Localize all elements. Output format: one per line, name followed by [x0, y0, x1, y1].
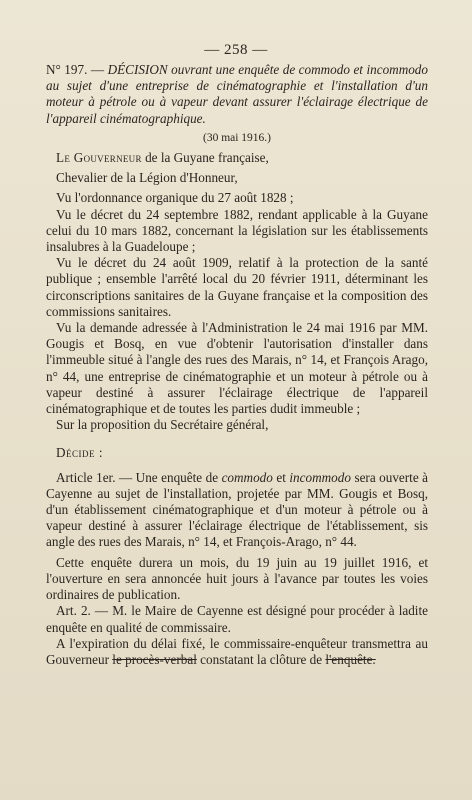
decision-date: (30 mai 1916.) [202, 131, 272, 144]
decision-number: N° 197. — [46, 62, 105, 77]
article-1-et: et [276, 469, 286, 485]
closing-struck-2: l'enquête. [325, 651, 376, 667]
consideration-5: Sur la proposition du Secrétaire général, [56, 417, 269, 433]
article-1-lead: Article 1er. — Une enquête de [56, 469, 219, 485]
closing-text: A l'expiration du délai fixé, le commissaire-enquêteur transmettra au Gouverneur [46, 635, 428, 667]
decide-label: Décide : [56, 445, 103, 461]
article-1-rest: sera ouverte à Cayenne au sujet de l'installation, projetée par MM. Gougis et Bosq, d'un établissement cinématographique et d'un moteur à pétrole ou à vapeur destiné à assurer l'éclairage électrique de l'établissement, sis angle des rues des Marais, n° 14, et François-Arago, n° 44. [46, 469, 429, 550]
document-body [46, 62, 428, 668]
governor-label: Le Gouverneur [56, 150, 142, 166]
decision-title: ouvrant une enquête de commodo et incommodo au sujet d'une entreprise de cinématographie et l'installation d'un moteur à pétrole ou à vapeur devant assurer l'éclairage électrique de l'appareil cinématographique. [46, 62, 428, 126]
closing-paragraph [46, 636, 428, 668]
article-1-incommodo: incommodo [289, 469, 351, 485]
closing-after: constatant la clôture de [200, 651, 323, 667]
decision-heading [46, 62, 428, 127]
decision-label: DÉCISION [107, 62, 168, 77]
governor-rest: de la Guyane française, [145, 150, 269, 166]
article-1-commodo: commodo [221, 469, 273, 485]
paragraph-duration: Cette enquête durera un mois, du 19 juin au 19 juillet 1916, et l'ouverture en sera annoncée huit jours à l'avance par toutes les voies ordinaires de publication. [46, 554, 428, 603]
consideration-4: Vu la demande adressée à l'Administration le 24 mai 1916 par MM. Gougis et Bosq, en vue d'obtenir l'autorisation d'installer dans l'immeuble situé à l'angle des rues des Marais, n° 14, et François Arago, n° 44, une entreprise de cinématographie et un moteur à pétrole ou à vapeur destiné à assurer l'éclairage électrique de l'appareil cinématographique et de toutes les parties dudit immeuble ; [46, 320, 428, 417]
consideration-3: Vu le décret du 24 août 1909, relatif à la protection de la santé publique ; ensemble l'arrêté local du 20 février 1911, déterminant les circonscriptions sanitaires de la Guyane française et la composition des commissions sanitaires. [46, 255, 428, 319]
page-number: — 258 — [204, 42, 268, 58]
consideration-1: Vu l'ordonnance organique du 27 août 1828 ; [56, 190, 294, 206]
governor-title: Chevalier de la Légion d'Honneur, [56, 170, 238, 186]
article-1 [46, 470, 428, 551]
consideration-2: Vu le décret du 24 septembre 1882, rendant applicable à la Guyane celui du 10 mars 1882, concernant la législation sur les établissements insalubres à la Guadeloupe ; [46, 206, 428, 255]
closing-struck: le procès-verbal [112, 651, 197, 667]
governor-line [46, 150, 428, 166]
article-2: Art. 2. — M. le Maire de Cayenne est désigné pour procéder à ladite enquête en qualité de commissaire. [46, 603, 428, 635]
